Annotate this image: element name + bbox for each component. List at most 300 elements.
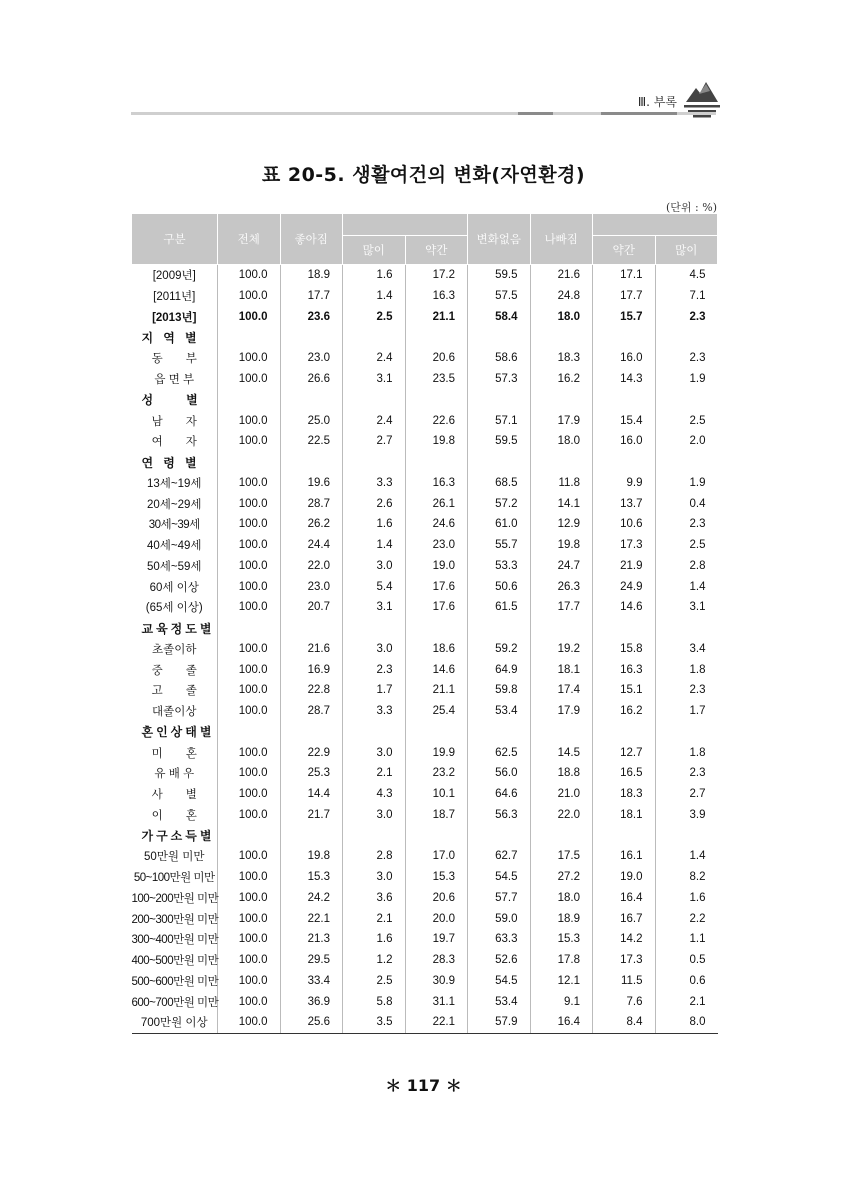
section-label: 연 령 별 <box>141 455 200 470</box>
table-cell: 17.3 <box>593 950 656 971</box>
table-cell: 100.0 <box>218 493 281 514</box>
header-worse-much: 많이 <box>655 236 718 265</box>
table-row <box>132 473 718 494</box>
table-cell: 17.6 <box>405 597 468 618</box>
table-cell: 18.3 <box>593 784 656 805</box>
table-cell: 100.0 <box>218 888 281 909</box>
table-row <box>132 659 718 680</box>
table-cell: 1.4 <box>343 286 406 307</box>
table-cell: 14.6 <box>405 659 468 680</box>
table-cell: 2.3 <box>343 659 406 680</box>
table-cell: 22.6 <box>405 410 468 431</box>
table-cell: 52.6 <box>468 950 531 971</box>
table-cell: 20.0 <box>405 908 468 929</box>
table-cell: 19.0 <box>593 867 656 888</box>
table-cell: 1.6 <box>343 265 406 286</box>
table-cell: 4.3 <box>343 784 406 805</box>
table-cell: 63.3 <box>468 929 531 950</box>
row-label: 50~100만원 미만 <box>133 872 215 885</box>
table-cell: 3.0 <box>343 805 406 826</box>
table-cell: 33.4 <box>280 971 343 992</box>
row-label: 700만원 이상 <box>132 1012 218 1033</box>
table-cell: 25.3 <box>280 763 343 784</box>
table-cell: 15.3 <box>280 867 343 888</box>
table-cell: 1.6 <box>655 888 718 909</box>
table-cell: 19.7 <box>405 929 468 950</box>
table-cell: 18.0 <box>530 888 593 909</box>
table-cell <box>468 390 531 411</box>
table-cell: 18.6 <box>405 639 468 660</box>
table-cell: 1.9 <box>655 473 718 494</box>
row-label: 13세~19세 <box>146 477 202 490</box>
table-cell: 100.0 <box>218 286 281 307</box>
table-cell: 1.6 <box>343 929 406 950</box>
section-header-row <box>132 452 718 473</box>
table-cell: 100.0 <box>218 265 281 286</box>
table-row <box>132 514 718 535</box>
table-cell: 26.3 <box>530 576 593 597</box>
table-cell: 2.2 <box>655 908 718 929</box>
table-cell <box>530 722 593 743</box>
table-row <box>132 950 718 971</box>
table-cell <box>343 618 406 639</box>
table-cell: 16.2 <box>593 701 656 722</box>
table-cell: 16.5 <box>593 763 656 784</box>
table-cell: 14.2 <box>593 929 656 950</box>
table-cell: 2.0 <box>655 431 718 452</box>
table-cell: 2.1 <box>655 991 718 1012</box>
table-cell: 100.0 <box>218 846 281 867</box>
row-label: (65세 이상) <box>145 602 203 615</box>
table-cell: 100.0 <box>218 369 281 390</box>
table-cell: 2.4 <box>343 348 406 369</box>
table-cell: 22.9 <box>280 742 343 763</box>
table-cell: 16.0 <box>593 348 656 369</box>
row-label: 300~400만원 미만 <box>131 934 219 947</box>
table-row <box>132 846 718 867</box>
row-label: 400~500만원 미만 <box>131 955 219 968</box>
table-cell: 18.0 <box>530 307 593 328</box>
table-cell: 11.8 <box>530 473 593 494</box>
table-cell: 30.9 <box>405 971 468 992</box>
table-cell: 25.0 <box>280 410 343 431</box>
table-cell: 27.2 <box>530 867 593 888</box>
table-cell <box>530 618 593 639</box>
table-cell: 16.7 <box>593 908 656 929</box>
table-cell: 18.3 <box>530 348 593 369</box>
table-cell: 100.0 <box>218 784 281 805</box>
table-cell <box>405 390 468 411</box>
table-cell: 59.5 <box>468 431 531 452</box>
table-row <box>132 1012 718 1033</box>
table-cell: 54.5 <box>468 867 531 888</box>
table-cell: 22.1 <box>405 1012 468 1033</box>
row-label: 사 별 <box>151 789 197 802</box>
table-cell: 2.7 <box>655 784 718 805</box>
table-cell: 22.1 <box>280 908 343 929</box>
table-cell: 20.6 <box>405 888 468 909</box>
table-cell <box>593 618 656 639</box>
table-cell: 24.6 <box>405 514 468 535</box>
table-cell <box>468 452 531 473</box>
table-cell: 0.5 <box>655 950 718 971</box>
table-cell: 20.7 <box>280 597 343 618</box>
table-cell: 17.2 <box>405 265 468 286</box>
row-label: 여 자 <box>151 436 197 449</box>
table-cell <box>468 722 531 743</box>
table-cell: 17.5 <box>530 846 593 867</box>
table-cell: 5.8 <box>343 991 406 1012</box>
header-section-label: Ⅲ. 부록 <box>637 95 677 109</box>
table-cell <box>530 452 593 473</box>
table-cell: 22.0 <box>530 805 593 826</box>
table-row <box>132 784 718 805</box>
table-cell: 15.8 <box>593 639 656 660</box>
table-cell: 29.5 <box>280 950 343 971</box>
table-cell <box>343 825 406 846</box>
table-cell: 7.6 <box>593 991 656 1012</box>
row-label: 50세~59세 <box>146 560 202 573</box>
table-cell: 2.7 <box>343 431 406 452</box>
table-cell: 2.5 <box>655 410 718 431</box>
table-cell: 56.0 <box>468 763 531 784</box>
table-cell: 59.0 <box>468 908 531 929</box>
table-cell: 3.1 <box>343 597 406 618</box>
table-row <box>132 929 718 950</box>
table-cell: 100.0 <box>218 950 281 971</box>
table-cell: 2.3 <box>655 514 718 535</box>
table-cell: 25.6 <box>280 1012 343 1033</box>
table-row <box>132 763 718 784</box>
table-cell: 3.0 <box>343 556 406 577</box>
table-cell: 62.5 <box>468 742 531 763</box>
table-cell: 21.1 <box>405 680 468 701</box>
table-cell <box>218 722 281 743</box>
section-label: 성 별 <box>141 393 201 408</box>
row-label: 남 자 <box>151 415 197 428</box>
section-header-row <box>132 390 718 411</box>
table-cell: 13.7 <box>593 493 656 514</box>
table-cell: 18.7 <box>405 805 468 826</box>
row-label: 100~200만원 미만 <box>131 892 219 905</box>
table-cell: 2.3 <box>655 763 718 784</box>
table-row <box>132 991 718 1012</box>
table-cell <box>655 618 718 639</box>
table-cell <box>405 452 468 473</box>
table-cell: 24.4 <box>280 535 343 556</box>
table-title: 표 20-5. 생활여건의 변화(자연환경) <box>261 164 586 186</box>
table-cell: 15.7 <box>593 307 656 328</box>
table-cell: 1.4 <box>655 846 718 867</box>
table-cell: 17.0 <box>405 846 468 867</box>
row-label: 동 부 <box>151 353 197 366</box>
row-label: 읍 면 부 <box>154 374 195 387</box>
table-cell: 11.5 <box>593 971 656 992</box>
table-cell: 21.1 <box>405 307 468 328</box>
table-cell: 58.4 <box>468 307 531 328</box>
table-cell <box>343 327 406 348</box>
table-cell: 1.1 <box>655 929 718 950</box>
table-cell <box>280 618 343 639</box>
table-cell <box>280 390 343 411</box>
table-cell: 18.1 <box>530 659 593 680</box>
table-cell <box>655 452 718 473</box>
table-cell: 17.8 <box>530 950 593 971</box>
table-cell: 17.7 <box>593 286 656 307</box>
table-row <box>132 307 718 328</box>
table-cell: 0.6 <box>655 971 718 992</box>
table-cell: 1.8 <box>655 659 718 680</box>
table-cell: 2.4 <box>343 410 406 431</box>
unit-label: (단위 : %) <box>666 201 717 214</box>
row-label: 이 혼 <box>151 809 197 822</box>
table-cell: 100.0 <box>218 307 281 328</box>
table-cell <box>218 452 281 473</box>
table-cell: 2.3 <box>655 307 718 328</box>
table-cell: 3.3 <box>343 701 406 722</box>
table-row <box>132 410 718 431</box>
table-cell: 57.9 <box>468 1012 531 1033</box>
table-cell: 12.9 <box>530 514 593 535</box>
table-cell <box>468 825 531 846</box>
table-cell: 20.6 <box>405 348 468 369</box>
table-cell: 28.7 <box>280 701 343 722</box>
table-cell <box>655 390 718 411</box>
table-cell: 100.0 <box>218 639 281 660</box>
table-cell: 1.7 <box>343 680 406 701</box>
table-cell: 16.3 <box>405 473 468 494</box>
table-cell <box>530 390 593 411</box>
table-cell: 26.1 <box>405 493 468 514</box>
table-cell <box>405 722 468 743</box>
table-row <box>132 348 718 369</box>
table-cell: 24.9 <box>593 576 656 597</box>
table-cell: 59.8 <box>468 680 531 701</box>
table-cell: 100.0 <box>218 680 281 701</box>
table-cell: 53.4 <box>468 701 531 722</box>
table-cell <box>593 722 656 743</box>
table-cell: 26.2 <box>280 514 343 535</box>
table-cell: 100.0 <box>218 991 281 1012</box>
row-label: 60세 이상 <box>149 581 199 594</box>
table-cell: 64.6 <box>468 784 531 805</box>
row-label: [2013년] <box>152 311 197 324</box>
table-cell: 100.0 <box>218 929 281 950</box>
table-cell: 1.4 <box>343 535 406 556</box>
table-cell: 100.0 <box>218 514 281 535</box>
table-cell <box>218 825 281 846</box>
table-cell: 100.0 <box>218 348 281 369</box>
table-cell <box>218 618 281 639</box>
table-cell: 68.5 <box>468 473 531 494</box>
table-cell: 15.1 <box>593 680 656 701</box>
table-cell: 100.0 <box>218 556 281 577</box>
table-cell: 19.6 <box>280 473 343 494</box>
table-cell: 1.9 <box>655 369 718 390</box>
table-cell: 17.3 <box>593 535 656 556</box>
table-cell: 61.5 <box>468 597 531 618</box>
row-label: 미 혼 <box>151 747 197 760</box>
table-cell: 18.1 <box>593 805 656 826</box>
table-cell: 21.6 <box>280 639 343 660</box>
table-cell: 24.8 <box>530 286 593 307</box>
table-row <box>132 639 718 660</box>
table-cell: 18.9 <box>280 265 343 286</box>
header-good: 좋아짐 <box>280 214 343 265</box>
table-cell: 53.4 <box>468 991 531 1012</box>
table-cell: 100.0 <box>218 805 281 826</box>
table-cell: 100.0 <box>218 742 281 763</box>
table-cell: 1.2 <box>343 950 406 971</box>
table-cell: 53.3 <box>468 556 531 577</box>
table-cell: 3.9 <box>655 805 718 826</box>
table-cell <box>530 327 593 348</box>
table-cell <box>405 327 468 348</box>
row-label: 초졸이하 <box>152 643 197 656</box>
header-good-spacer <box>343 214 468 236</box>
table-cell: 2.1 <box>343 763 406 784</box>
table-row <box>132 888 718 909</box>
table-cell: 59.2 <box>468 639 531 660</box>
table-cell: 17.1 <box>593 265 656 286</box>
row-label: [2011년] <box>153 291 196 304</box>
section-label: 혼인상태별 <box>141 725 215 740</box>
table-cell: 100.0 <box>218 701 281 722</box>
table-cell <box>343 452 406 473</box>
table-cell: 23.0 <box>280 348 343 369</box>
table-cell: 18.9 <box>530 908 593 929</box>
table-row <box>132 805 718 826</box>
table-cell: 16.1 <box>593 846 656 867</box>
table-cell: 21.7 <box>280 805 343 826</box>
table-cell: 16.3 <box>405 286 468 307</box>
table-cell: 17.9 <box>530 410 593 431</box>
mountain-logo-icon <box>682 78 722 122</box>
table-cell: 57.5 <box>468 286 531 307</box>
row-label: 600~700만원 미만 <box>131 996 219 1009</box>
table-cell: 18.8 <box>530 763 593 784</box>
table-cell: 17.6 <box>405 576 468 597</box>
table-cell: 59.5 <box>468 265 531 286</box>
table-row <box>132 431 718 452</box>
table-cell: 3.4 <box>655 639 718 660</box>
header-worse-spacer <box>593 214 718 236</box>
table-cell: 57.7 <box>468 888 531 909</box>
table-cell: 12.7 <box>593 742 656 763</box>
table-cell: 21.9 <box>593 556 656 577</box>
table-row <box>132 493 718 514</box>
table-cell: 100.0 <box>218 535 281 556</box>
table-cell: 54.5 <box>468 971 531 992</box>
table-cell: 4.5 <box>655 265 718 286</box>
row-label: 500~600만원 미만 <box>131 975 219 988</box>
table-cell: 19.0 <box>405 556 468 577</box>
table-cell: 100.0 <box>218 763 281 784</box>
table-cell: 28.3 <box>405 950 468 971</box>
row-label: [2009년] <box>152 270 196 283</box>
table-row <box>132 680 718 701</box>
table-cell <box>280 825 343 846</box>
header-total: 전체 <box>218 214 281 265</box>
table-cell <box>280 327 343 348</box>
table-cell: 3.0 <box>343 639 406 660</box>
table-row <box>132 576 718 597</box>
table-cell: 3.0 <box>343 742 406 763</box>
row-label: 30세~39세 <box>148 519 200 532</box>
table-cell: 2.5 <box>655 535 718 556</box>
table-cell: 16.2 <box>530 369 593 390</box>
table-cell: 23.2 <box>405 763 468 784</box>
table-cell: 7.1 <box>655 286 718 307</box>
table-cell: 100.0 <box>218 908 281 929</box>
table-cell: 15.3 <box>530 929 593 950</box>
table-cell: 21.6 <box>530 265 593 286</box>
table-cell: 57.1 <box>468 410 531 431</box>
table-cell: 22.0 <box>280 556 343 577</box>
row-label: 유 배 우 <box>154 768 195 781</box>
table-cell: 16.0 <box>593 431 656 452</box>
table-cell: 24.2 <box>280 888 343 909</box>
table-cell: 5.4 <box>343 576 406 597</box>
table-cell: 2.3 <box>655 680 718 701</box>
table-cell: 2.5 <box>343 307 406 328</box>
table-cell: 100.0 <box>218 1012 281 1033</box>
table-cell <box>218 390 281 411</box>
table-cell: 1.8 <box>655 742 718 763</box>
table-cell: 1.6 <box>343 514 406 535</box>
table-row <box>132 597 718 618</box>
header-good-little: 약간 <box>405 236 468 265</box>
table-cell: 3.1 <box>343 369 406 390</box>
table-cell: 56.3 <box>468 805 531 826</box>
table-cell: 19.8 <box>530 535 593 556</box>
table-cell: 36.9 <box>280 991 343 1012</box>
table-cell: 57.2 <box>468 493 531 514</box>
table-cell: 23.6 <box>280 307 343 328</box>
section-header-row <box>132 618 718 639</box>
table-cell: 17.9 <box>530 701 593 722</box>
table-cell <box>405 825 468 846</box>
table-cell: 2.6 <box>343 493 406 514</box>
table-cell: 24.7 <box>530 556 593 577</box>
header-category: 구분 <box>132 214 218 265</box>
table-cell: 16.9 <box>280 659 343 680</box>
table-cell: 17.7 <box>530 597 593 618</box>
header-worse: 나빠짐 <box>530 214 593 265</box>
table-cell: 100.0 <box>218 971 281 992</box>
table-row <box>132 908 718 929</box>
section-label: 지 역 별 <box>141 331 200 346</box>
table-cell: 3.1 <box>655 597 718 618</box>
header-rule-accent <box>601 112 677 115</box>
section-header-row <box>132 825 718 846</box>
table-cell: 3.0 <box>343 867 406 888</box>
table-cell <box>593 327 656 348</box>
table-cell <box>280 452 343 473</box>
table-cell <box>655 825 718 846</box>
table-cell <box>280 722 343 743</box>
table-cell <box>468 327 531 348</box>
table-cell: 2.3 <box>655 348 718 369</box>
table-cell: 61.0 <box>468 514 531 535</box>
table-cell: 31.1 <box>405 991 468 1012</box>
table-cell: 23.5 <box>405 369 468 390</box>
table-cell: 64.9 <box>468 659 531 680</box>
table-cell: 8.0 <box>655 1012 718 1033</box>
table-cell <box>218 327 281 348</box>
table-cell <box>655 327 718 348</box>
table-cell: 28.7 <box>280 493 343 514</box>
